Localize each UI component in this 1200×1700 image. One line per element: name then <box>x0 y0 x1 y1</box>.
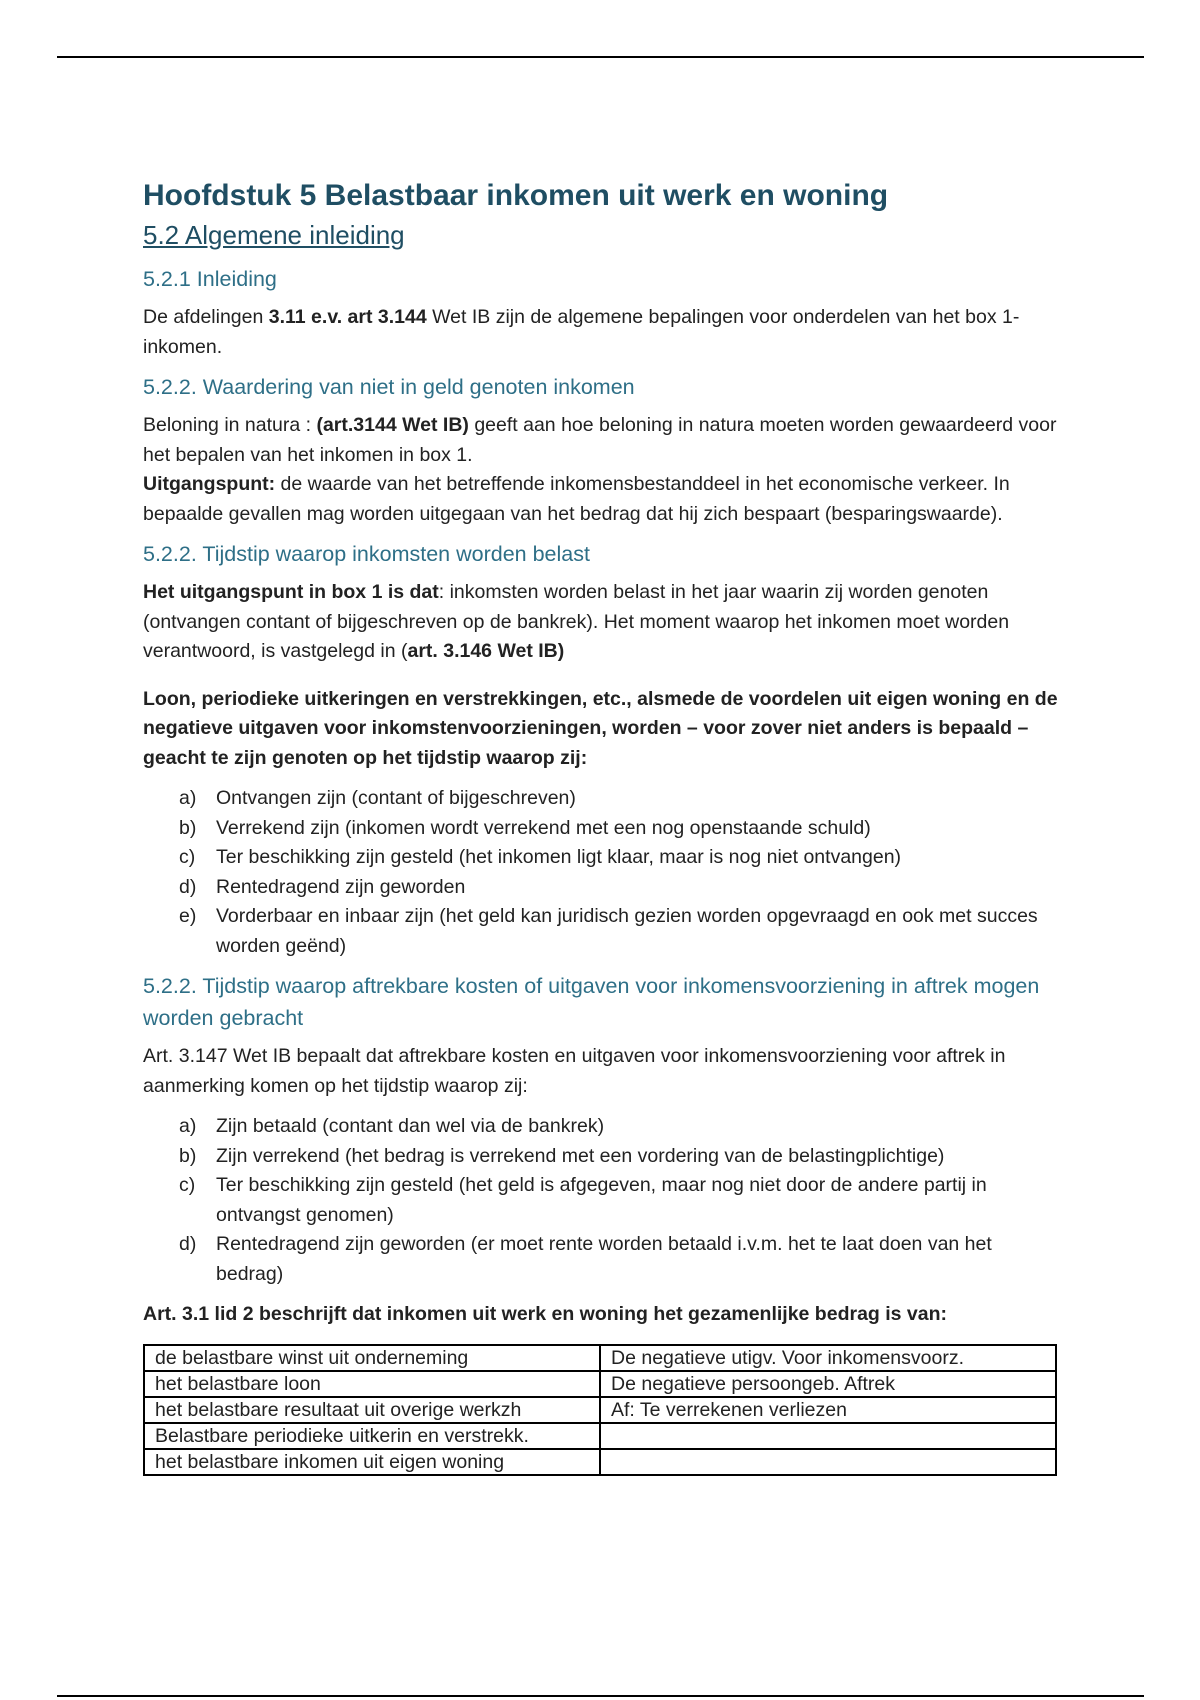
list-tijdstip-genoten <box>143 784 1063 961</box>
list-item: b) Zijn verrekend (het bedrag is verrekend met een vordering van de belastingplichtige) <box>179 1144 945 1167</box>
list-item: a) Zijn betaald (contant dan wel via de bankrek) <box>179 1115 605 1137</box>
table-cell: het belastbare loon <box>144 1371 600 1397</box>
table-cell: De negatieve persoongeb. Aftrek <box>600 1371 1056 1397</box>
list-item: a) Ontvangen zijn (contant of bijgeschreven) <box>179 787 576 809</box>
list-item: c) Ter beschikking zijn gesteld (het inkomen ligt klaar, maar is nog niet ontvangen) <box>179 846 902 868</box>
table-cell: Belastbare periodieke uitkerin en verstrekk. <box>144 1423 600 1449</box>
table-cell: het belastbare resultaat uit overige werkzh <box>144 1397 600 1423</box>
table-cell: het belastbare inkomen uit eigen woning <box>144 1449 600 1475</box>
paragraph-art-31: Art. 3.1 lid 2 beschrijft dat inkomen uit werk en woning het gezamenlijke bedrag is van: <box>143 1303 948 1325</box>
document-page <box>143 176 1063 1476</box>
table-cell <box>600 1449 1056 1475</box>
subsection-title-tijdstip-aftrek: 5.2.2. Tijdstip waarop aftrekbare kosten of uitgaven voor inkomensvoorziening in aftrek mogen worden gebracht <box>143 974 1040 1030</box>
list-item: b) Verrekend zijn (inkomen wordt verrekend met een nog openstaande schuld) <box>179 816 871 839</box>
header-rule <box>57 56 1144 58</box>
table-row <box>144 1371 1056 1397</box>
table-row <box>144 1449 1056 1475</box>
paragraph-art-3147: Art. 3.147 Wet IB bepaalt dat aftrekbare kosten en uitgaven voor inkomensvoorziening voor aftrek in aanmerking komen op het tijdstip waarop zij: <box>143 1045 1006 1097</box>
list-item: e) Vorderbaar en inbaar zijn (het geld kan juridisch gezien worden opgevraagd en ook met succes worden geënd) <box>179 905 1038 957</box>
paragraph-uitgangspunt: Uitgangspunt: de waarde van het betreffende inkomensbestanddeel in het economische verkeer. In bepaalde gevallen mag worden uitgegaan van het bedrag dat hij zich bespaart (besparingswaarde). <box>143 473 1010 525</box>
list-item: d) Rentedragend zijn geworden (er moet rente worden betaald i.v.m. het te laat doen van het bedrag) <box>179 1233 992 1285</box>
table-cell <box>600 1423 1056 1449</box>
subsection-title-inleiding: 5.2.1 Inleiding <box>143 267 277 291</box>
paragraph-natura: Beloning in natura : (art.3144 Wet IB) geeft aan hoe beloning in natura moeten worden gewaardeerd voor het bepalen van het inkomen in box 1. <box>143 414 1057 466</box>
list-item: d) Rentedragend zijn geworden <box>179 875 466 898</box>
paragraph-inleiding: De afdelingen 3.11 e.v. art 3.144 Wet IB zijn de algemene bepalingen voor onderdelen van het box 1-inkomen. <box>143 306 1020 358</box>
paragraph-uitgangspunt-box1: Het uitgangspunt in box 1 is dat: inkomsten worden belast in het jaar waarin zij worden genoten (ontvangen contant of bijgeschreven op de bankrek). Het moment waarop het inkomen moet worden verantwoord, is vastgelegd in (art. 3.146 Wet IB) <box>143 581 1010 662</box>
table-row <box>144 1345 1056 1371</box>
subsection-title-waardering: 5.2.2. Waardering van niet in geld genoten inkomen <box>143 375 635 399</box>
paragraph-loon: Loon, periodieke uitkeringen en verstrekkingen, etc., alsmede de voordelen uit eigen woning en de negatieve uitgaven voor inkomstenvoorzieningen, worden – voor zover niet anders is bepaald – geacht te zijn genoten op het tijdstip waarop zij: <box>143 687 1058 769</box>
list-item: c) Ter beschikking zijn gesteld (het geld is afgegeven, maar nog niet door de andere partij in ontvangst genomen) <box>179 1174 987 1226</box>
table-cell: Af: Te verrekenen verliezen <box>600 1397 1056 1423</box>
section-title: 5.2 Algemene inleiding <box>143 220 405 250</box>
inkomen-table <box>143 1344 1057 1476</box>
list-tijdstip-aftrek <box>143 1112 1063 1289</box>
subsection-title-tijdstip-inkomsten: 5.2.2. Tijdstip waarop inkomsten worden belast <box>143 542 590 566</box>
table-row <box>144 1397 1056 1423</box>
footer-rule <box>57 1695 1144 1697</box>
table-cell: de belastbare winst uit onderneming <box>144 1345 600 1371</box>
table-cell: De negatieve utigv. Voor inkomensvoorz. <box>600 1345 1056 1371</box>
chapter-title: Hoofdstuk 5 Belastbaar inkomen uit werk en woning <box>143 179 889 212</box>
table-row <box>144 1423 1056 1449</box>
